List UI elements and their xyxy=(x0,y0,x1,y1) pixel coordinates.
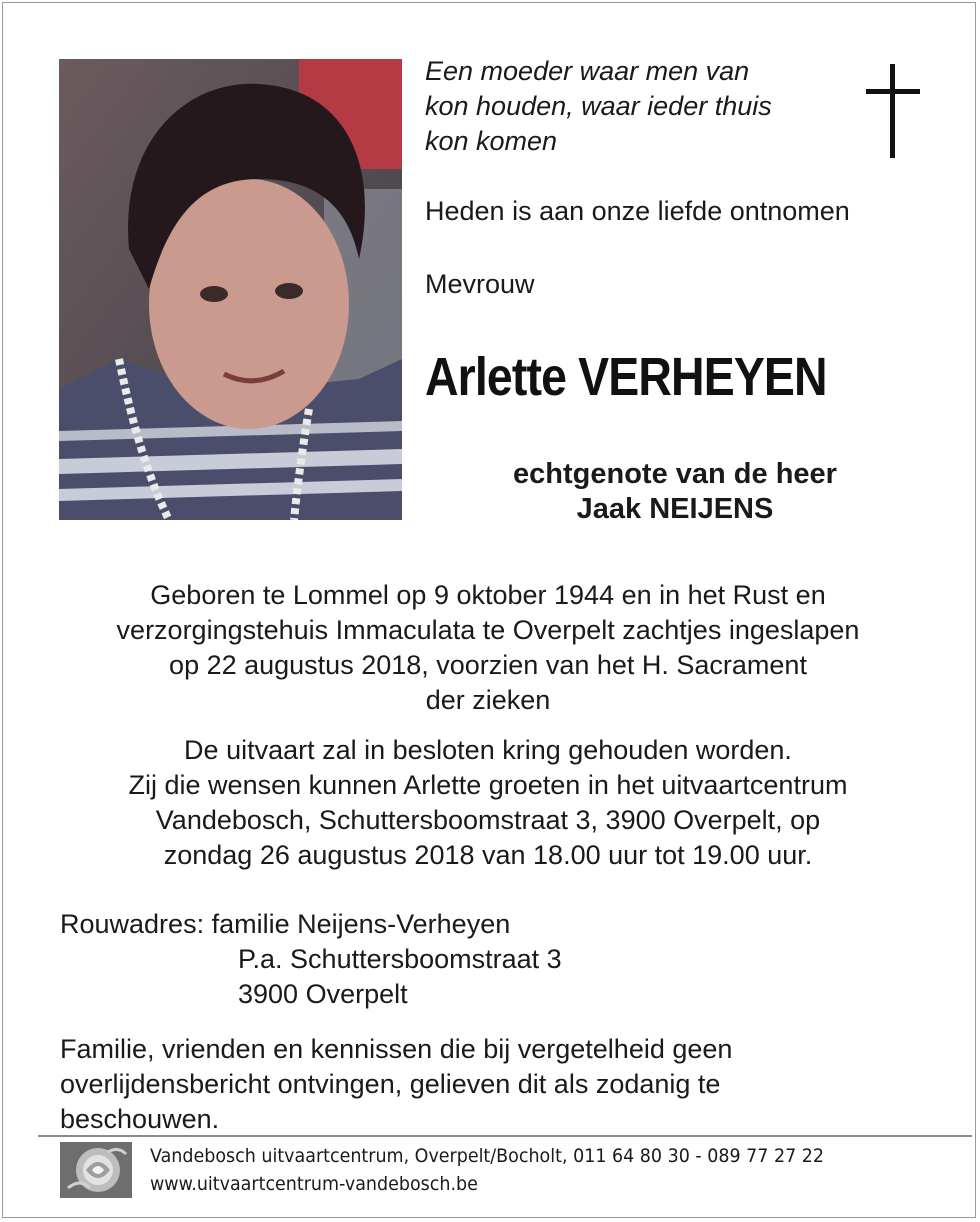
intro-text: Heden is aan onze liefde ontnomen xyxy=(425,196,850,226)
birth-death-paragraph xyxy=(40,578,936,718)
paragraph-line: op 22 augustus 2018, voorzien van het H. Sacrament xyxy=(169,650,807,680)
funeral-home-footer xyxy=(150,1142,824,1198)
quote-line: kon komen xyxy=(425,126,558,156)
cross-icon xyxy=(866,64,920,158)
spouse-block xyxy=(440,457,910,527)
mourning-address xyxy=(60,907,562,1012)
funeral-home-contact: Vandebosch uitvaartcentrum, Overpelt/Bocholt, 011 64 80 30 - 089 77 27 22 xyxy=(150,1145,825,1167)
quote-line: Een moeder waar men van xyxy=(425,56,750,86)
paragraph-line: De uitvaart zal in besloten kring gehouden worden. xyxy=(184,735,792,765)
paragraph-line: zondag 26 augustus 2018 van 18.00 uur tot 19.00 uur. xyxy=(163,840,813,870)
quote-line: kon houden, waar ieder thuis xyxy=(425,91,772,121)
quote xyxy=(425,54,845,159)
spouse-name: Jaak NEIJENS xyxy=(576,493,774,525)
honorific: Mevrouw xyxy=(425,269,535,299)
paragraph-line: overlijdensbericht ontvingen, gelieven dit als zodanig te xyxy=(60,1069,721,1099)
portrait-photo xyxy=(59,59,402,520)
paragraph-line: Zij die wensen kunnen Arlette groeten in het uitvaartcentrum xyxy=(128,770,848,800)
paragraph-line: Geboren te Lommel op 9 oktober 1944 en in het Rust en xyxy=(150,580,826,610)
deceased-name: Arlette VERHEYEN xyxy=(425,347,827,407)
footer-divider xyxy=(38,1135,972,1137)
paragraph-line: verzorgingstehuis Immaculata te Overpelt zachtjes ingeslapen xyxy=(116,615,860,645)
paragraph-line: der zieken xyxy=(425,685,551,715)
paragraph-line: beschouwen. xyxy=(60,1104,220,1134)
notice-paragraph xyxy=(60,1032,840,1137)
address-city: 3900 Overpelt xyxy=(238,979,408,1009)
rose-logo xyxy=(60,1142,132,1198)
address-street: P.a. Schuttersboomstraat 3 xyxy=(238,944,562,974)
funeral-paragraph xyxy=(40,733,936,873)
paragraph-line: Vandebosch, Schuttersboomstraat 3, 3900 Overpelt, op xyxy=(155,805,821,835)
spouse-line: echtgenote van de heer xyxy=(513,458,837,490)
funeral-home-website: www.uitvaartcentrum-vandebosch.be xyxy=(150,1173,478,1195)
paragraph-line: Familie, vrienden en kennissen die bij vergetelheid geen xyxy=(60,1034,733,1064)
address-label-line: Rouwadres: familie Neijens-Verheyen xyxy=(60,909,511,939)
